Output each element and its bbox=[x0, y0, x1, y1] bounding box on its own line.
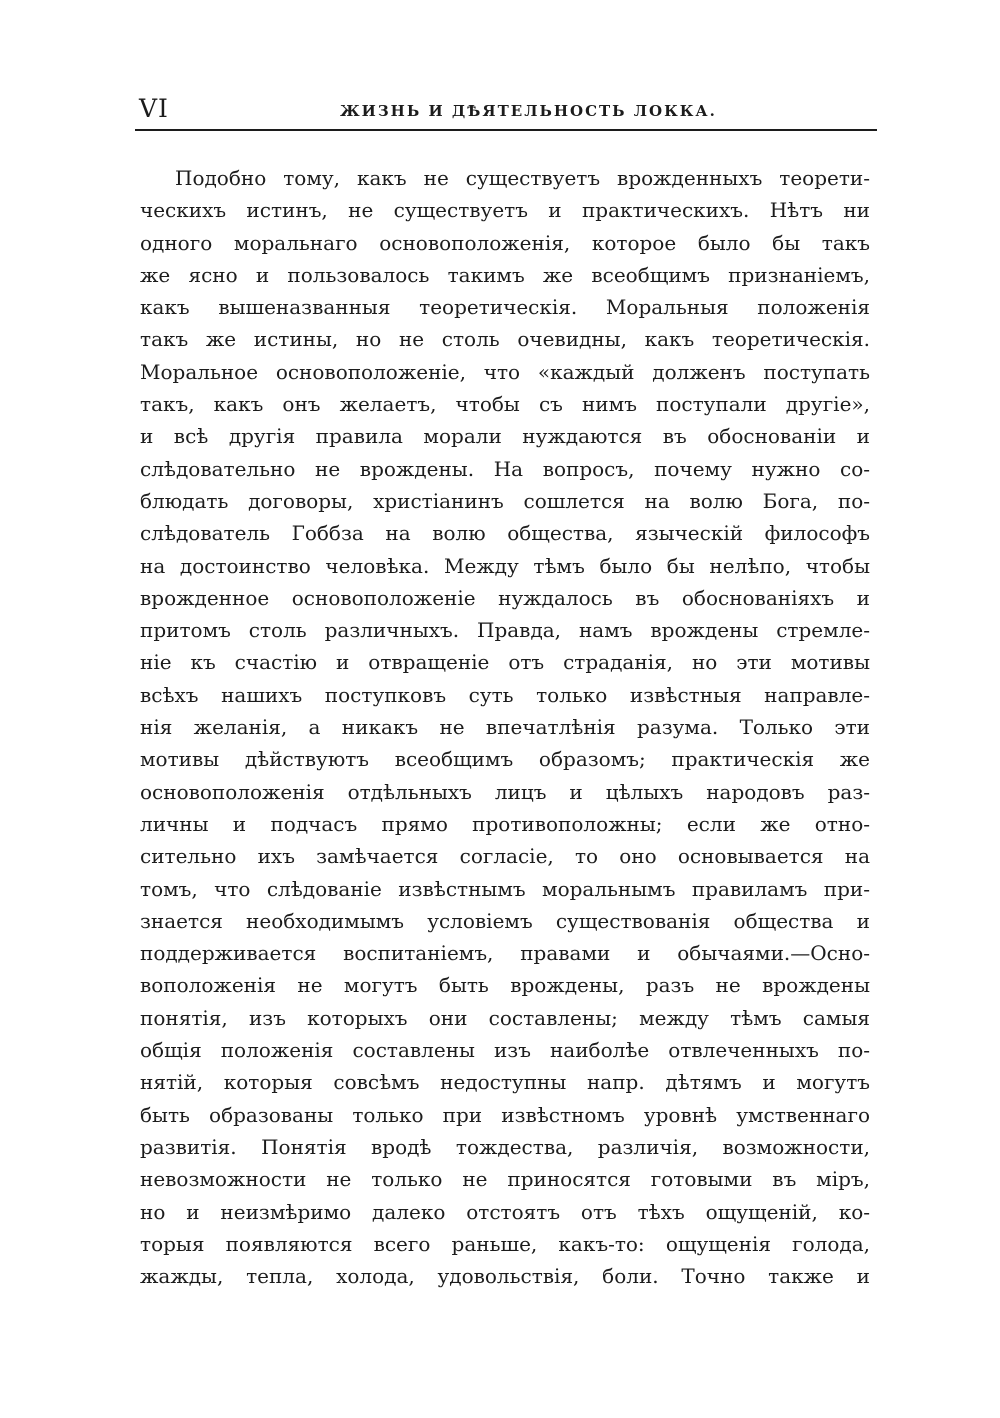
page-number: VI bbox=[139, 94, 169, 123]
text-line: блюдать договоры, христіанинъ сошлется на волю Бога, по- bbox=[140, 488, 870, 513]
text-line: ческихъ истинъ, не существуетъ и практическихъ. Нѣтъ ни bbox=[140, 198, 870, 223]
text-line: всѣхъ нашихъ поступковъ суть только извѣстныя направле- bbox=[140, 682, 870, 707]
page-header bbox=[135, 90, 877, 130]
text-line: на достоинство человѣка. Между тѣмъ было бы нелѣпо, чтобы bbox=[140, 553, 870, 578]
text-line: основоположенія отдѣльныхъ лицъ и цѣлыхъ народовъ раз- bbox=[140, 779, 870, 804]
text-line: общія положенія составлены изъ наиболѣе отвлеченныхъ по- bbox=[140, 1038, 870, 1063]
text-line: но и неизмѣримо далеко отстоятъ отъ тѣхъ ощущеній, ко- bbox=[140, 1199, 870, 1224]
text-line: какъ вышеназванныя теоретическія. Моральныя положенія bbox=[140, 295, 870, 320]
text-line: томъ, что слѣдованіе извѣстнымъ моральнымъ правиламъ при- bbox=[140, 876, 870, 901]
body-text bbox=[140, 162, 870, 1292]
text-line: личны и подчасъ прямо противоположны; если же отно- bbox=[140, 811, 870, 836]
text-line: невозможности не только не приносятся готовыми въ міръ, bbox=[140, 1167, 870, 1192]
text-line: быть образованы только при извѣстномъ уровнѣ умственнаго bbox=[140, 1102, 870, 1127]
header-rule bbox=[135, 129, 877, 131]
text-line: же ясно и пользовалось такимъ же всеобщимъ признаніемъ, bbox=[140, 262, 870, 287]
text-line: такъ, какъ онъ желаетъ, чтобы съ нимъ поступали другіе», bbox=[140, 392, 870, 417]
text-line: знается необходимымъ условіемъ существованія общества и bbox=[140, 908, 870, 933]
text-line: нятій, которыя совсѣмъ недоступны напр. дѣтямъ и могутъ bbox=[140, 1070, 870, 1095]
text-line: понятія, изъ которыхъ они составлены; между тѣмъ самыя bbox=[140, 1005, 870, 1030]
text-line: такъ же истины, но не столь очевидны, какъ теоретическія. bbox=[140, 327, 870, 352]
text-line: ніе къ счастію и отвращеніе отъ страданія, но эти мотивы bbox=[140, 650, 870, 675]
text-line: слѣдовательно не врождены. На вопросъ, почему нужно со- bbox=[140, 456, 870, 481]
text-line: нія желанія, а никакъ не впечатлѣнія разума. Только эти bbox=[140, 715, 870, 740]
text-line: врожденное основоположеніе нуждалось въ обоснованіяхъ и bbox=[140, 585, 870, 610]
text-line: и всѣ другія правила морали нуждаются въ обоснованіи и bbox=[140, 424, 870, 449]
text-line: притомъ столь различныхъ. Правда, намъ врождены стремле- bbox=[140, 618, 870, 643]
text-line: торыя появляются всего раньше, какъ-то: ощущенія голода, bbox=[140, 1231, 870, 1256]
text-line: поддерживается воспитаніемъ, правами и обычаями.—Осно- bbox=[140, 941, 870, 966]
running-title: ЖИЗНЬ И ДѢЯТЕЛЬНОСТЬ ЛОККА. bbox=[340, 102, 717, 120]
text-line: жажды, тепла, холода, удовольствія, боли. Точно также и bbox=[140, 1264, 870, 1289]
text-line: мотивы дѣйствуютъ всеобщимъ образомъ; практическія же bbox=[140, 747, 870, 772]
text-line: Подобно тому, какъ не существуетъ врожденныхъ теорети- bbox=[175, 166, 870, 190]
text-line: одного моральнаго основоположенія, которое было бы такъ bbox=[140, 230, 870, 255]
text-line: Моральное основоположеніе, что «каждый долженъ поступать bbox=[140, 359, 870, 384]
text-line: слѣдователь Гоббза на волю общества, языческій философъ bbox=[140, 521, 870, 546]
text-line: воположенія не могутъ быть врождены, разъ не врождены bbox=[140, 973, 870, 998]
text-line: развитія. Понятія вродѣ тождества, различія, возможности, bbox=[140, 1134, 870, 1159]
text-line: сительно ихъ замѣчается согласіе, то оно основывается на bbox=[140, 844, 870, 869]
